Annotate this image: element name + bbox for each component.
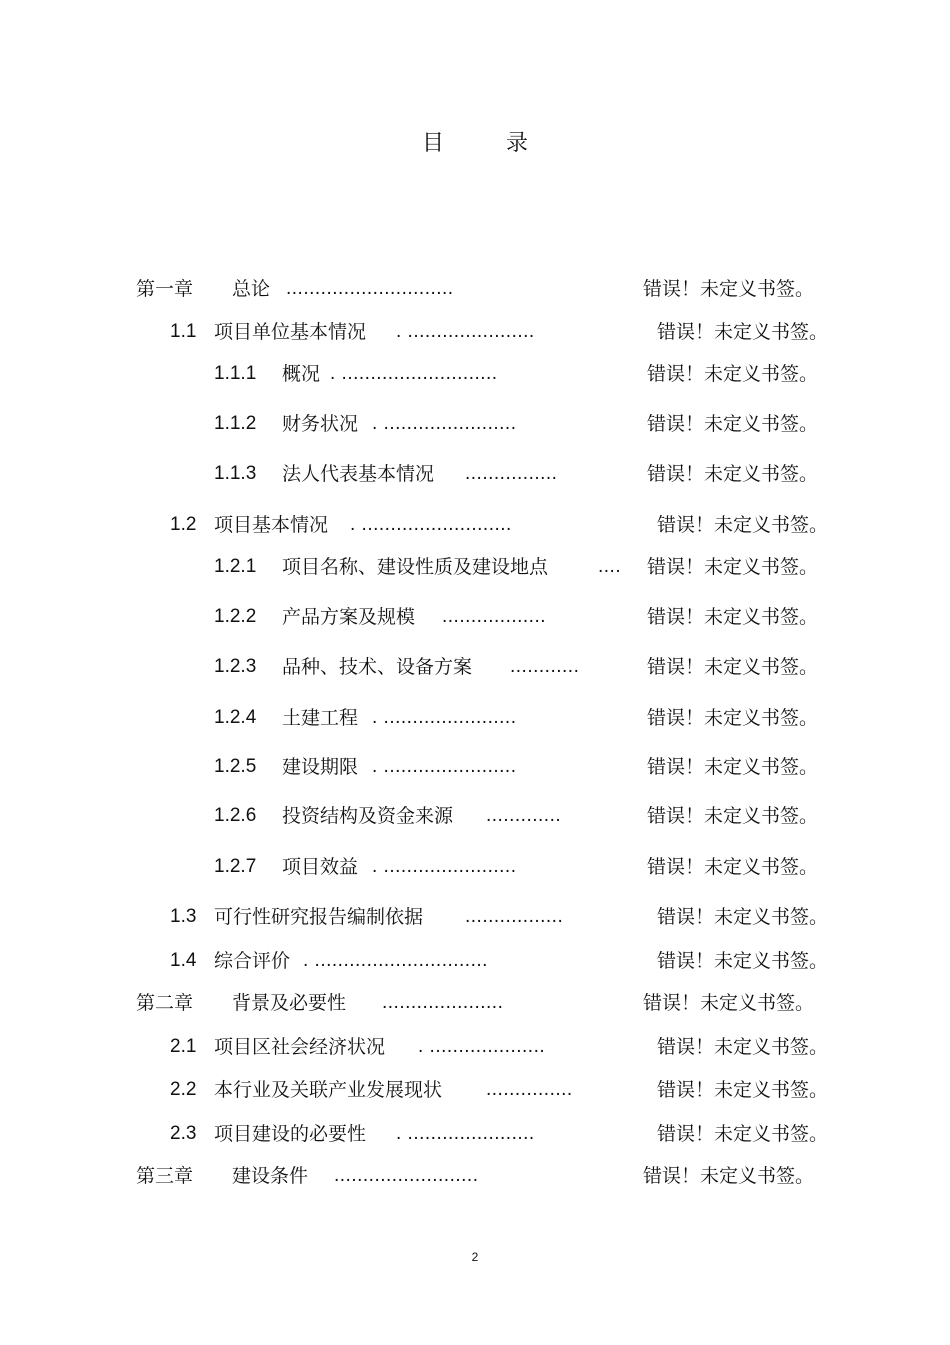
toc-entry-title: 建设条件 — [232, 1165, 309, 1187]
toc-entry[interactable] — [0, 1119, 950, 1149]
toc-entry-leader: . ...................... — [396, 321, 535, 342]
toc-entry[interactable] — [0, 988, 950, 1018]
toc-entry-page-ref: 错误！未定义书签。 — [647, 463, 819, 485]
toc-entry[interactable] — [0, 703, 950, 733]
toc-entry-leader: . ....................... — [372, 707, 517, 728]
toc-entry-page-ref: 错误！未定义书签。 — [647, 756, 819, 778]
toc-entry-page-ref: 错误！未定义书签。 — [647, 413, 819, 435]
toc-entry-title: 投资结构及资金来源 — [282, 805, 454, 827]
toc-entry-title: 项目区社会经济状况 — [214, 1036, 386, 1058]
toc-entry-page-ref: 错误！未定义书签。 — [647, 363, 819, 385]
toc-entry-number: 2.2 — [170, 1079, 197, 1100]
toc-entry-page-ref: 错误！未定义书签。 — [647, 856, 819, 878]
toc-entry-leader: . ....................... — [372, 756, 517, 777]
toc-entry-title: 项目建设的必要性 — [214, 1123, 367, 1145]
toc-entry-page-ref: 错误！未定义书签。 — [643, 278, 815, 300]
toc-entry[interactable] — [0, 510, 950, 540]
toc-entry-title: 总论 — [232, 278, 271, 300]
toc-entry-number: 1.2.4 — [214, 707, 257, 728]
toc-entry[interactable] — [0, 1032, 950, 1062]
toc-entry-title: 建设期限 — [282, 756, 359, 778]
toc-entry-leader: ......................... — [334, 1165, 479, 1186]
toc-entry-number: 第二章 — [136, 992, 194, 1014]
toc-entry-leader: ............... — [486, 1079, 573, 1100]
toc-entry-number: 1.1.2 — [214, 413, 257, 434]
toc-entry-number: 1.2 — [170, 514, 197, 535]
toc-entry[interactable] — [0, 946, 950, 976]
toc-entry-page-ref: 错误！未定义书签。 — [647, 556, 819, 578]
toc-entry-page-ref: 错误！未定义书签。 — [657, 950, 829, 972]
toc-entry-leader: . ....................... — [372, 856, 517, 877]
toc-entry-page-ref: 错误！未定义书签。 — [657, 321, 829, 343]
toc-entry-page-ref: 错误！未定义书签。 — [647, 656, 819, 678]
toc-entry-title: 综合评价 — [214, 950, 291, 972]
toc-entry-title: 概况 — [282, 363, 321, 385]
toc-entry-page-ref: 错误！未定义书签。 — [643, 1165, 815, 1187]
toc-entry-number: 1.2.5 — [214, 756, 257, 777]
toc-entry-leader: .................. — [442, 606, 547, 627]
toc-entry-leader: ............ — [510, 656, 580, 677]
toc-entry-title: 品种、技术、设备方案 — [282, 656, 473, 678]
toc-entry-leader: . .............................. — [303, 950, 488, 971]
toc-entry-page-ref: 错误！未定义书签。 — [647, 805, 819, 827]
toc-entry[interactable] — [0, 459, 950, 489]
toc-entry-page-ref: 错误！未定义书签。 — [657, 1123, 829, 1145]
toc-entry[interactable] — [0, 274, 950, 304]
toc-entry-page-ref: 错误！未定义书签。 — [657, 1036, 829, 1058]
toc-entry-number: 1.1.1 — [214, 363, 257, 384]
toc-entry-leader: ................. — [465, 906, 564, 927]
toc-entry-number: 1.2.6 — [214, 805, 257, 826]
toc-entry-number: 1.2.7 — [214, 856, 257, 877]
toc-entry[interactable] — [0, 752, 950, 782]
toc-entry-title: 背景及必要性 — [232, 992, 347, 1014]
toc-entry[interactable] — [0, 902, 950, 932]
toc-entry-title: 财务状况 — [282, 413, 359, 435]
toc-entry-page-ref: 错误！未定义书签。 — [657, 906, 829, 928]
toc-entry-leader: ................ — [465, 463, 558, 484]
page-number: 2 — [471, 1250, 479, 1264]
toc-entry-title: 本行业及关联产业发展现状 — [214, 1079, 443, 1101]
toc-entry-number: 1.4 — [170, 950, 197, 971]
toc-entry[interactable] — [0, 359, 950, 389]
toc-entry-leader: ............................. — [286, 278, 454, 299]
toc-entry-title: 土建工程 — [282, 707, 359, 729]
toc-entry-page-ref: 错误！未定义书签。 — [647, 707, 819, 729]
toc-entry-number: 1.2.3 — [214, 656, 257, 677]
toc-entry[interactable] — [0, 409, 950, 439]
toc-entry-number: 第三章 — [136, 1165, 194, 1187]
toc-entry-number: 第一章 — [136, 278, 194, 300]
toc-entry-number: 1.1.3 — [214, 463, 257, 484]
toc-entry-title: 法人代表基本情况 — [282, 463, 435, 485]
toc-entry-leader: . ........................... — [330, 363, 498, 384]
toc-entry-leader: ..................... — [382, 992, 504, 1013]
toc-entry-page-ref: 错误！未定义书签。 — [643, 992, 815, 1014]
toc-entry-number: 2.1 — [170, 1036, 197, 1057]
toc-entry[interactable] — [0, 317, 950, 347]
toc-entry-page-ref: 错误！未定义书签。 — [657, 1079, 829, 1101]
toc-entry-leader: . ...................... — [396, 1123, 535, 1144]
toc-entry[interactable] — [0, 602, 950, 632]
toc-entry[interactable] — [0, 1161, 950, 1191]
toc-entry[interactable] — [0, 801, 950, 831]
toc-entry-title: 项目基本情况 — [214, 514, 329, 536]
toc-entry-page-ref: 错误！未定义书签。 — [657, 514, 829, 536]
toc-entry[interactable] — [0, 652, 950, 682]
toc-entry-number: 1.3 — [170, 906, 197, 927]
toc-entry[interactable] — [0, 552, 950, 582]
toc-entry-title: 可行性研究报告编制依据 — [214, 906, 424, 928]
toc-title-char-1: 目 — [421, 131, 444, 156]
toc-entry-title: 产品方案及规模 — [282, 606, 416, 628]
toc-title-char-2: 录 — [506, 131, 529, 156]
toc-entry-title: 项目效益 — [282, 856, 359, 878]
toc-entry-number: 1.2.1 — [214, 556, 257, 577]
toc-entry-leader: .... — [598, 556, 622, 577]
toc-entry-leader: ............. — [486, 805, 562, 826]
toc-entry-leader: . ....................... — [372, 413, 517, 434]
toc-entry-page-ref: 错误！未定义书签。 — [647, 606, 819, 628]
toc-entry-number: 1.1 — [170, 321, 197, 342]
toc-entry-leader: . .......................... — [350, 514, 512, 535]
toc-entry-number: 2.3 — [170, 1123, 197, 1144]
toc-entry[interactable] — [0, 852, 950, 882]
toc-entry-number: 1.2.2 — [214, 606, 257, 627]
toc-entry[interactable] — [0, 1075, 950, 1105]
toc-entry-title: 项目名称、建设性质及建设地点 — [282, 556, 549, 578]
toc-entry-leader: . .................... — [418, 1036, 546, 1057]
toc-entry-title: 项目单位基本情况 — [214, 321, 367, 343]
